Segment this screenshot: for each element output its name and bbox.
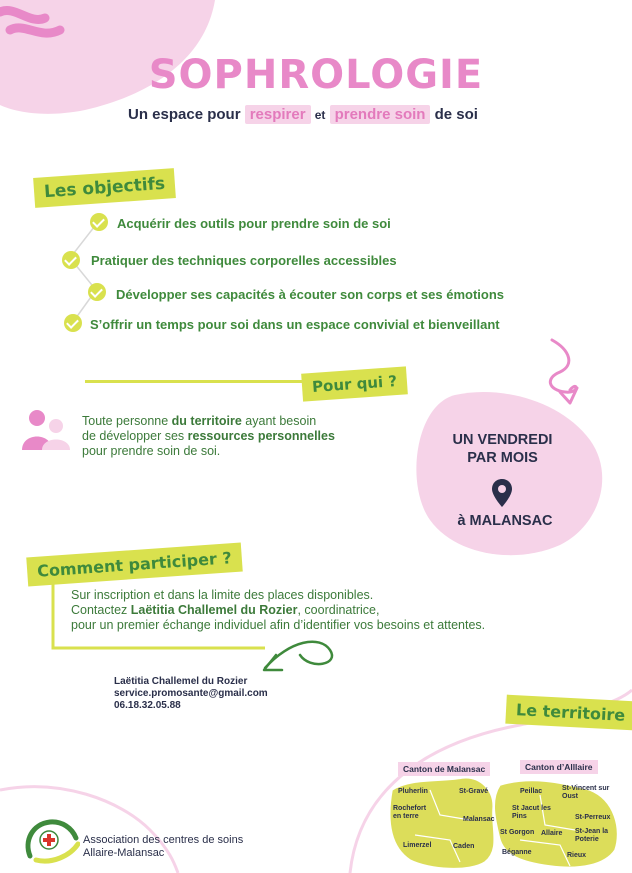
subtitle-highlight-respirer: respirer bbox=[245, 105, 311, 124]
objective-item-2: Pratiquer des techniques corporelles accessibles bbox=[91, 253, 397, 268]
green-arrow-head bbox=[264, 655, 282, 670]
town-label: St-Perreux bbox=[575, 814, 611, 821]
audience-heading: Pour qui ? bbox=[301, 366, 408, 401]
schedule-location: à MALANSAC bbox=[457, 513, 553, 529]
audience-text-1: Toute personne bbox=[82, 414, 172, 428]
footer-org bbox=[83, 834, 243, 860]
subtitle bbox=[128, 106, 478, 123]
subtitle-mid: et bbox=[314, 108, 326, 122]
page-title: SOPHROLOGIE bbox=[148, 52, 484, 98]
audience-text-3: de développer ses bbox=[82, 429, 188, 443]
participate-line-1: Sur inscription et dans la limite des places disponibles. bbox=[71, 588, 374, 602]
participate-line-2-end: , coordinatrice, bbox=[297, 603, 380, 617]
audience-text bbox=[82, 414, 382, 459]
audience-bold-1: du territoire bbox=[171, 414, 242, 428]
town-label: Allaire bbox=[541, 830, 563, 837]
town-label: St-Gravé bbox=[459, 788, 489, 795]
schedule-line-1: UN VENDREDI bbox=[452, 432, 553, 448]
town-label: Malansac bbox=[463, 816, 495, 823]
town-label: St Gorgon bbox=[500, 829, 535, 836]
people-icon bbox=[20, 408, 72, 452]
town-label: St-Jean la Poterie bbox=[575, 828, 609, 843]
participate-line-3: pour un premier échange individuel afin d’identifier vos besoins et attentes. bbox=[71, 618, 486, 632]
subtitle-highlight-soin: prendre soin bbox=[330, 105, 431, 124]
audience-rule bbox=[85, 380, 310, 383]
town-label: Rieux bbox=[567, 852, 587, 859]
footer-org-line-1: Association des centres de soins bbox=[83, 834, 244, 846]
town-label: St-Vincent sur Oust bbox=[562, 785, 610, 800]
objectives-heading: Les objectifs bbox=[33, 168, 176, 208]
town-label: Pluherlin bbox=[398, 788, 428, 795]
canton-allaire: Canton d’Alllaire bbox=[520, 760, 598, 774]
schedule-blob bbox=[416, 392, 602, 555]
objectives-connector bbox=[70, 222, 98, 322]
association-logo bbox=[22, 816, 80, 866]
town-label: Caden bbox=[453, 843, 475, 850]
subtitle-end: de soi bbox=[434, 106, 478, 123]
participate-line-2-start: Contactez bbox=[71, 603, 131, 617]
contact-email[interactable]: service.promosante@gmail.com bbox=[114, 688, 268, 699]
check-icon bbox=[88, 283, 106, 301]
participate-contact-name: Laëtitia Challemel du Rozier bbox=[130, 603, 298, 617]
location-pin-icon bbox=[491, 478, 513, 508]
objective-item-3: Développer ses capacités à écouter son corps et ses émotions bbox=[116, 287, 504, 302]
audience-text-4: pour prendre soin de soi. bbox=[82, 444, 221, 458]
check-icon bbox=[90, 213, 108, 231]
contact-phone[interactable]: 06.18.32.05.88 bbox=[114, 700, 181, 711]
canton-malansac: Canton de Malansac bbox=[398, 762, 490, 776]
town-label: Béganne bbox=[502, 849, 532, 856]
objective-item-1: Acquérir des outils pour prendre soin de soi bbox=[117, 216, 391, 231]
town-label: Peillac bbox=[520, 788, 543, 795]
participate-text bbox=[71, 588, 541, 633]
town-label: Rochefort en terre bbox=[393, 805, 427, 820]
town-label: St Jacut les Pins bbox=[512, 805, 551, 820]
objective-item-4: S’offrir un temps pour soi dans un espace convivial et bienveillant bbox=[90, 317, 500, 332]
audience-text-2: ayant besoin bbox=[241, 414, 317, 428]
territory-heading: Le territoire bbox=[505, 695, 632, 731]
participate-heading: Comment participer ? bbox=[26, 543, 242, 587]
contact-block bbox=[114, 676, 268, 712]
contact-name: Laëtitia Challemel du Rozier bbox=[114, 676, 248, 687]
check-icon bbox=[62, 251, 80, 269]
town-label: Limerzel bbox=[403, 842, 432, 849]
audience-bold-2: ressources personnelles bbox=[187, 429, 335, 443]
footer-org-line-2: Allaire-Malansac bbox=[83, 847, 165, 859]
check-icon bbox=[64, 314, 82, 332]
subtitle-start: Un espace pour bbox=[128, 106, 241, 123]
schedule-line-2: PAR MOIS bbox=[467, 450, 538, 466]
squiggle-arrow bbox=[550, 340, 576, 392]
